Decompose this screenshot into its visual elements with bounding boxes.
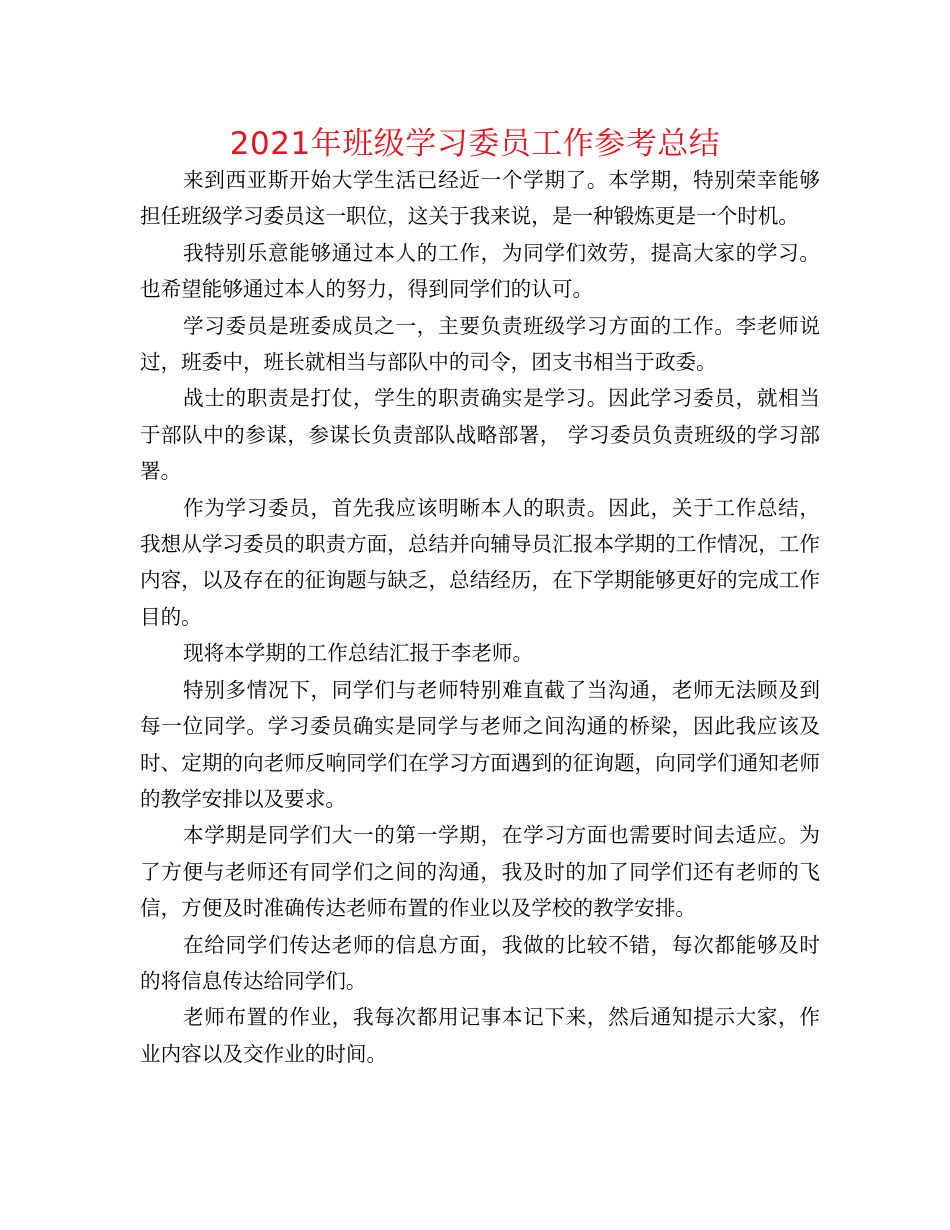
paragraph: 本学期是同学们大一的第一学期，在学习方面也需要时间去适应。为了方便与老师还有同学们之间的沟通，我及时的加了同学们还有老师的飞信，方便及时准确传达老师布置的作业以及学校的教学安排。 bbox=[140, 823, 820, 921]
paragraph: 在给同学们传达老师的信息方面，我做的比较不错，每次都能够及时的将信息传达给同学们。 bbox=[140, 932, 820, 993]
paragraph: 学习委员是班委成员之一，主要负责班级学习方面的工作。李老师说过，班委中，班长就相当与部队中的司令，团支书相当于政委。 bbox=[140, 313, 820, 375]
document-title: 2021年班级学习委员工作参考总结 bbox=[229, 126, 721, 162]
document-body bbox=[140, 162, 820, 1072]
paragraph: 战士的职责是打仗，学生的职责确实是学习。因此学习委员，就相当于部队中的参谋，参谋长负责部队战略部署， 学习委员负责班级的学习部署。 bbox=[140, 386, 820, 484]
paragraph: 老师布置的作业，我每次都用记事本记下来，然后通知提示大家，作业内容以及交作业的时间。 bbox=[140, 1005, 820, 1066]
paragraph: 我特别乐意能够通过本人的工作，为同学们效劳，提高大家的学习。也希望能够通过本人的努力，得到同学们的认可。 bbox=[140, 240, 820, 302]
paragraph: 来到西亚斯开始大学生活已经近一个学期了。本学期，特别荣幸能够担任班级学习委员这一职位，这关于我来说，是一种锻炼更是一个时机。 bbox=[140, 168, 820, 229]
paragraph: 作为学习委员，首先我应该明晰本人的职责。因此，关于工作总结，我想从学习委员的职责方面，总结并向辅导员汇报本学期的工作情况，工作内容，以及存在的征询题与缺乏，总结经历，在下学期能够更好的完成工作目的。 bbox=[140, 495, 820, 629]
paragraph: 现将本学期的工作总结汇报于李老师。 bbox=[183, 641, 534, 666]
paragraph: 特别多情况下，同学们与老师特别难直截了当沟通，老师无法顾及到每一位同学。学习委员确实是同学与老师之间沟通的桥梁，因此我应该及时、定期的向老师反响同学们在学习方面遇到的征询题，向同学们通知老师的教学安排以及要求。 bbox=[140, 677, 820, 811]
